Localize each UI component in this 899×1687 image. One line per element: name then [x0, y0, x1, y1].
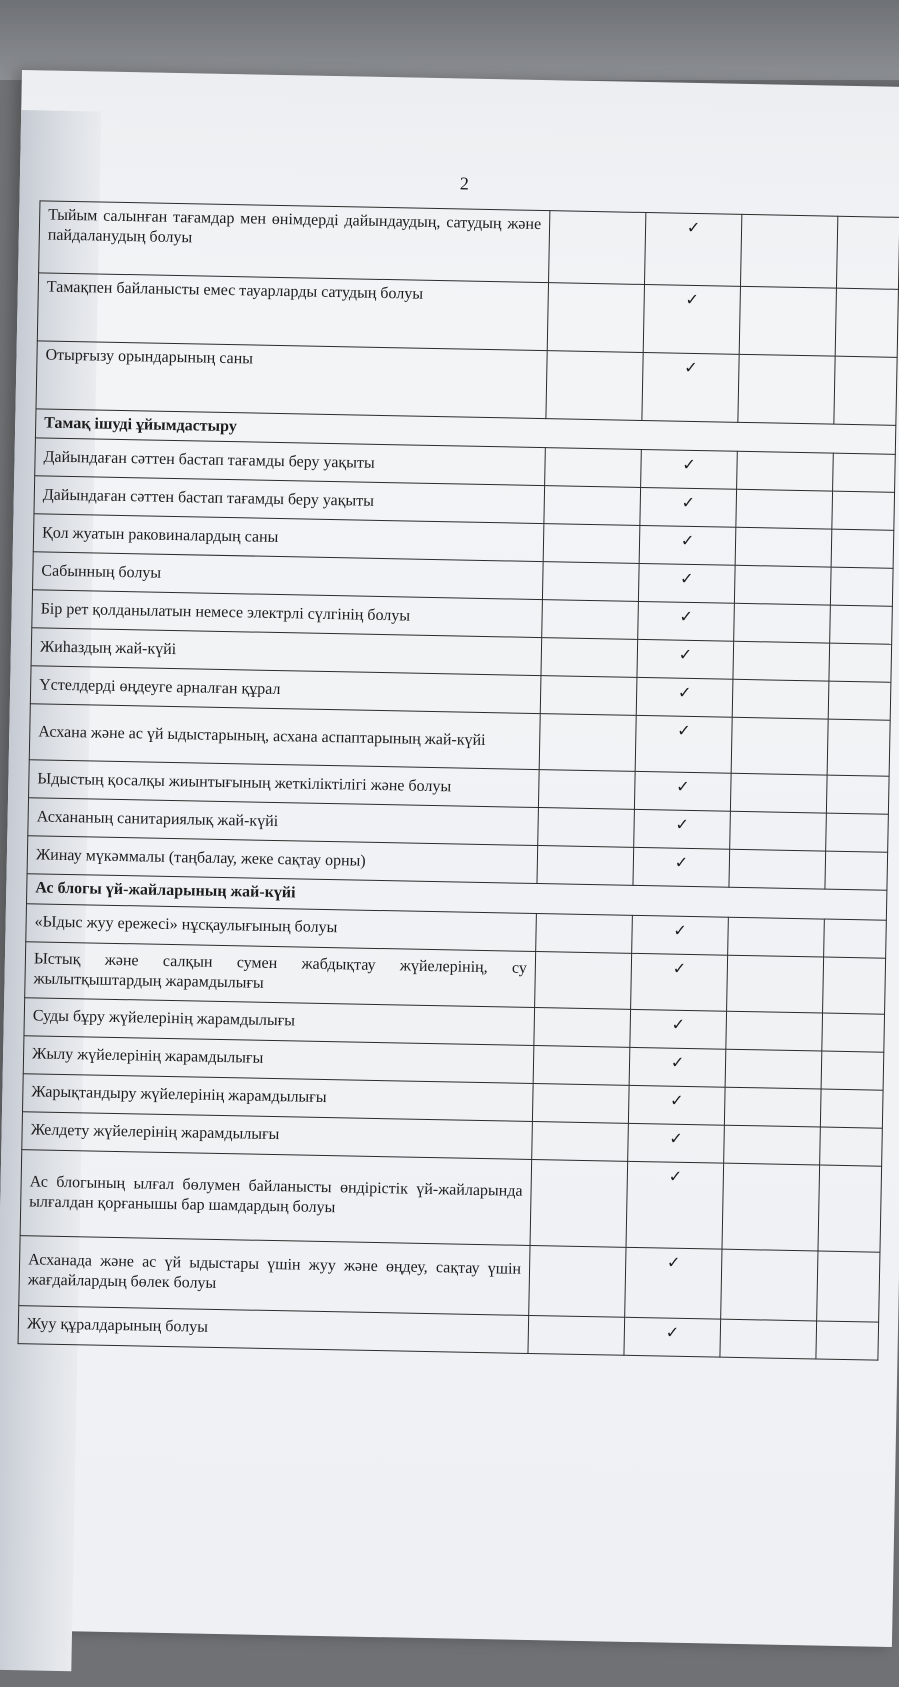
- empty-cell: [736, 490, 833, 530]
- empty-cell: [831, 530, 894, 569]
- empty-cell: [537, 846, 634, 886]
- item-label: «Ыдыс жуу ережесі» нұсқаулығының болуы: [26, 904, 537, 952]
- empty-cell: [821, 1051, 884, 1090]
- check-mark-cell: [641, 450, 738, 490]
- check-mark-cell: [637, 640, 734, 680]
- empty-cell: [532, 1083, 629, 1123]
- check-mark-cell: [631, 953, 728, 1011]
- check-mark-icon: ✓: [669, 1090, 684, 1110]
- empty-cell: [825, 852, 888, 891]
- empty-cell: [529, 1245, 626, 1317]
- check-mark-icon: ✓: [685, 289, 700, 310]
- check-mark-cell: [638, 602, 735, 642]
- item-label: Жарықтандыру жүйелерінің жарамдылығы: [23, 1074, 534, 1122]
- empty-cell: [836, 216, 899, 289]
- check-mark-cell: [644, 213, 741, 287]
- empty-cell: [542, 600, 639, 640]
- empty-cell: [542, 562, 639, 602]
- empty-cell: [528, 1315, 625, 1355]
- empty-cell: [533, 1045, 630, 1085]
- empty-cell: [535, 951, 632, 1009]
- empty-cell: [728, 917, 825, 957]
- empty-cell: [543, 524, 640, 564]
- item-label: Жуу құралдарының болуы: [18, 1306, 529, 1354]
- empty-cell: [724, 1125, 821, 1165]
- empty-cell: [538, 770, 635, 810]
- empty-cell: [532, 1121, 629, 1161]
- empty-cell: [822, 1013, 885, 1052]
- check-mark-icon: ✓: [681, 493, 696, 513]
- item-label: Бір рет қолданылатын немесе электрлі сүлгінің болуы: [32, 590, 543, 638]
- page-number: 2: [459, 173, 470, 194]
- check-mark-cell: [640, 488, 737, 528]
- check-mark-cell: [626, 1161, 724, 1249]
- empty-cell: [540, 676, 637, 716]
- check-mark-cell: [638, 564, 735, 604]
- empty-cell: [726, 1011, 823, 1051]
- item-label: Асханада және ас үй ыдыстары үшін жуу және өңдеу, сақтау үшін жағдайлардың бөлек болуы: [19, 1236, 530, 1316]
- item-label: Сабынның болуы: [33, 552, 544, 600]
- empty-cell: [546, 351, 643, 421]
- empty-cell: [739, 286, 836, 356]
- item-label: Тамақпен байланысты емес тауарларды сатудың болуы: [37, 273, 548, 351]
- empty-cell: [729, 850, 826, 890]
- empty-cell: [826, 776, 889, 815]
- empty-cell: [740, 214, 837, 288]
- check-mark-icon: ✓: [673, 920, 687, 940]
- empty-cell: [730, 774, 827, 814]
- check-mark-cell: [629, 1047, 726, 1087]
- check-mark-cell: [625, 1247, 722, 1319]
- empty-cell: [818, 1165, 882, 1252]
- empty-cell: [534, 1007, 631, 1047]
- empty-cell: [721, 1249, 818, 1321]
- empty-cell: [828, 682, 891, 721]
- empty-cell: [830, 568, 893, 607]
- check-mark-icon: ✓: [669, 1128, 683, 1148]
- empty-cell: [724, 1087, 821, 1127]
- empty-cell: [539, 714, 636, 772]
- item-label: Суды бұру жүйелерінің жарамдылығы: [24, 998, 535, 1046]
- checklist-body: [18, 201, 899, 1360]
- section-title: Тамақ ішуді ұйымдастыру: [35, 409, 895, 455]
- empty-cell: [824, 919, 887, 958]
- empty-cell: [727, 955, 824, 1013]
- check-mark-icon: ✓: [679, 569, 694, 589]
- check-mark-icon: ✓: [674, 853, 689, 873]
- check-mark-icon: ✓: [677, 721, 691, 741]
- empty-cell: [735, 528, 832, 568]
- empty-cell: [830, 606, 893, 645]
- item-label: Дайындаған сәттен бастап тағамды беру уақыты: [34, 476, 545, 524]
- empty-cell: [834, 356, 897, 425]
- check-mark-icon: ✓: [675, 777, 690, 797]
- empty-cell: [733, 642, 830, 682]
- empty-cell: [820, 1127, 883, 1166]
- item-label: Асхананың санитариялық жай-күйі: [28, 798, 539, 846]
- document-page: [0, 70, 899, 1647]
- empty-cell: [549, 211, 646, 285]
- item-label: Жинау мүкәммалы (таңбалау, жеке сақтау орны): [27, 836, 538, 884]
- empty-cell: [530, 1159, 628, 1247]
- check-mark-icon: ✓: [671, 1014, 686, 1034]
- empty-cell: [737, 452, 834, 492]
- empty-cell: [536, 913, 633, 953]
- empty-cell: [817, 1251, 880, 1322]
- empty-cell: [820, 1089, 883, 1128]
- empty-cell: [722, 1163, 820, 1251]
- empty-cell: [833, 454, 896, 493]
- item-label: Желдету жүйелерінің жарамдылығы: [22, 1112, 533, 1160]
- empty-cell: [832, 492, 895, 531]
- item-label: Жылу жүйелерінің жарамдылығы: [23, 1036, 534, 1084]
- empty-cell: [538, 808, 635, 848]
- item-label: Дайындаған сәттен бастап тағамды беру уақыты: [35, 438, 546, 486]
- empty-cell: [734, 566, 831, 606]
- item-label: Ас блогының ылғал бөлумен байланысты өндірістік үй-жайларында ылғалдан қорғанышы бар шамдардың болуы: [20, 1150, 532, 1246]
- inspection-checklist-table: [18, 200, 899, 1360]
- check-mark-cell: [628, 1085, 725, 1125]
- check-mark-cell: [632, 915, 729, 955]
- item-label: Ыстық және салқын сумен жабдықтау жүйелерінің, су жылытқыштардың жарамдылығы: [25, 942, 536, 1008]
- empty-cell: [738, 354, 835, 424]
- check-mark-icon: ✓: [675, 815, 690, 835]
- item-label: Ыдыстың қосалқы жиынтығының жеткіліктілігі және болуы: [29, 760, 540, 808]
- section-title: Ас блогы үй-жайларының жай-күйі: [26, 874, 886, 920]
- check-mark-icon: ✓: [670, 1052, 685, 1072]
- check-mark-icon: ✓: [678, 645, 693, 665]
- check-mark-icon: ✓: [677, 683, 692, 703]
- check-mark-cell: [628, 1123, 725, 1163]
- check-mark-cell: [636, 678, 733, 718]
- item-label: Тыйым салынған тағамдар мен өнімдерді дайындаудың, сатудың және пайдаланудың болуы: [39, 201, 550, 283]
- background-surface: [0, 0, 899, 80]
- empty-cell: [544, 486, 641, 526]
- empty-cell: [730, 812, 827, 852]
- empty-cell: [829, 644, 892, 683]
- check-mark-icon: ✓: [680, 531, 695, 551]
- checklist-row: [20, 1150, 881, 1252]
- item-label: Асхана және ас үй ыдыстарының, асхана аспаптарының жай-күйі: [29, 704, 540, 770]
- check-mark-cell: [634, 810, 731, 850]
- check-mark-icon: ✓: [665, 1322, 680, 1342]
- empty-cell: [545, 448, 642, 488]
- empty-cell: [816, 1321, 879, 1360]
- empty-cell: [827, 720, 890, 777]
- check-mark-cell: [635, 716, 732, 774]
- empty-cell: [725, 1049, 822, 1089]
- check-mark-cell: [624, 1317, 721, 1357]
- check-mark-cell: [643, 284, 740, 354]
- check-mark-cell: [634, 772, 731, 812]
- empty-cell: [732, 680, 829, 720]
- empty-cell: [731, 718, 828, 776]
- item-label: Жиһаздың жай-күйі: [31, 628, 542, 676]
- empty-cell: [835, 288, 898, 357]
- check-mark-icon: ✓: [686, 217, 701, 238]
- check-mark-icon: ✓: [679, 607, 694, 627]
- check-mark-icon: ✓: [666, 1252, 681, 1272]
- item-label: Отырғызу орындарының саны: [36, 341, 547, 419]
- empty-cell: [547, 283, 644, 353]
- empty-cell: [826, 814, 889, 853]
- empty-cell: [541, 638, 638, 678]
- empty-cell: [823, 957, 886, 1014]
- check-mark-icon: ✓: [672, 958, 687, 978]
- item-label: Қол жуатын раковиналардың саны: [33, 514, 544, 562]
- empty-cell: [734, 604, 831, 644]
- check-mark-cell: [633, 848, 730, 888]
- item-label: Үстелдерді өңдеуге арналған құрал: [30, 666, 541, 714]
- empty-cell: [720, 1319, 817, 1359]
- check-mark-cell: [642, 352, 739, 422]
- check-mark-cell: [630, 1009, 727, 1049]
- check-mark-icon: ✓: [668, 1166, 683, 1186]
- check-mark-cell: [639, 526, 736, 566]
- check-mark-icon: ✓: [682, 455, 696, 475]
- check-mark-icon: ✓: [684, 357, 698, 378]
